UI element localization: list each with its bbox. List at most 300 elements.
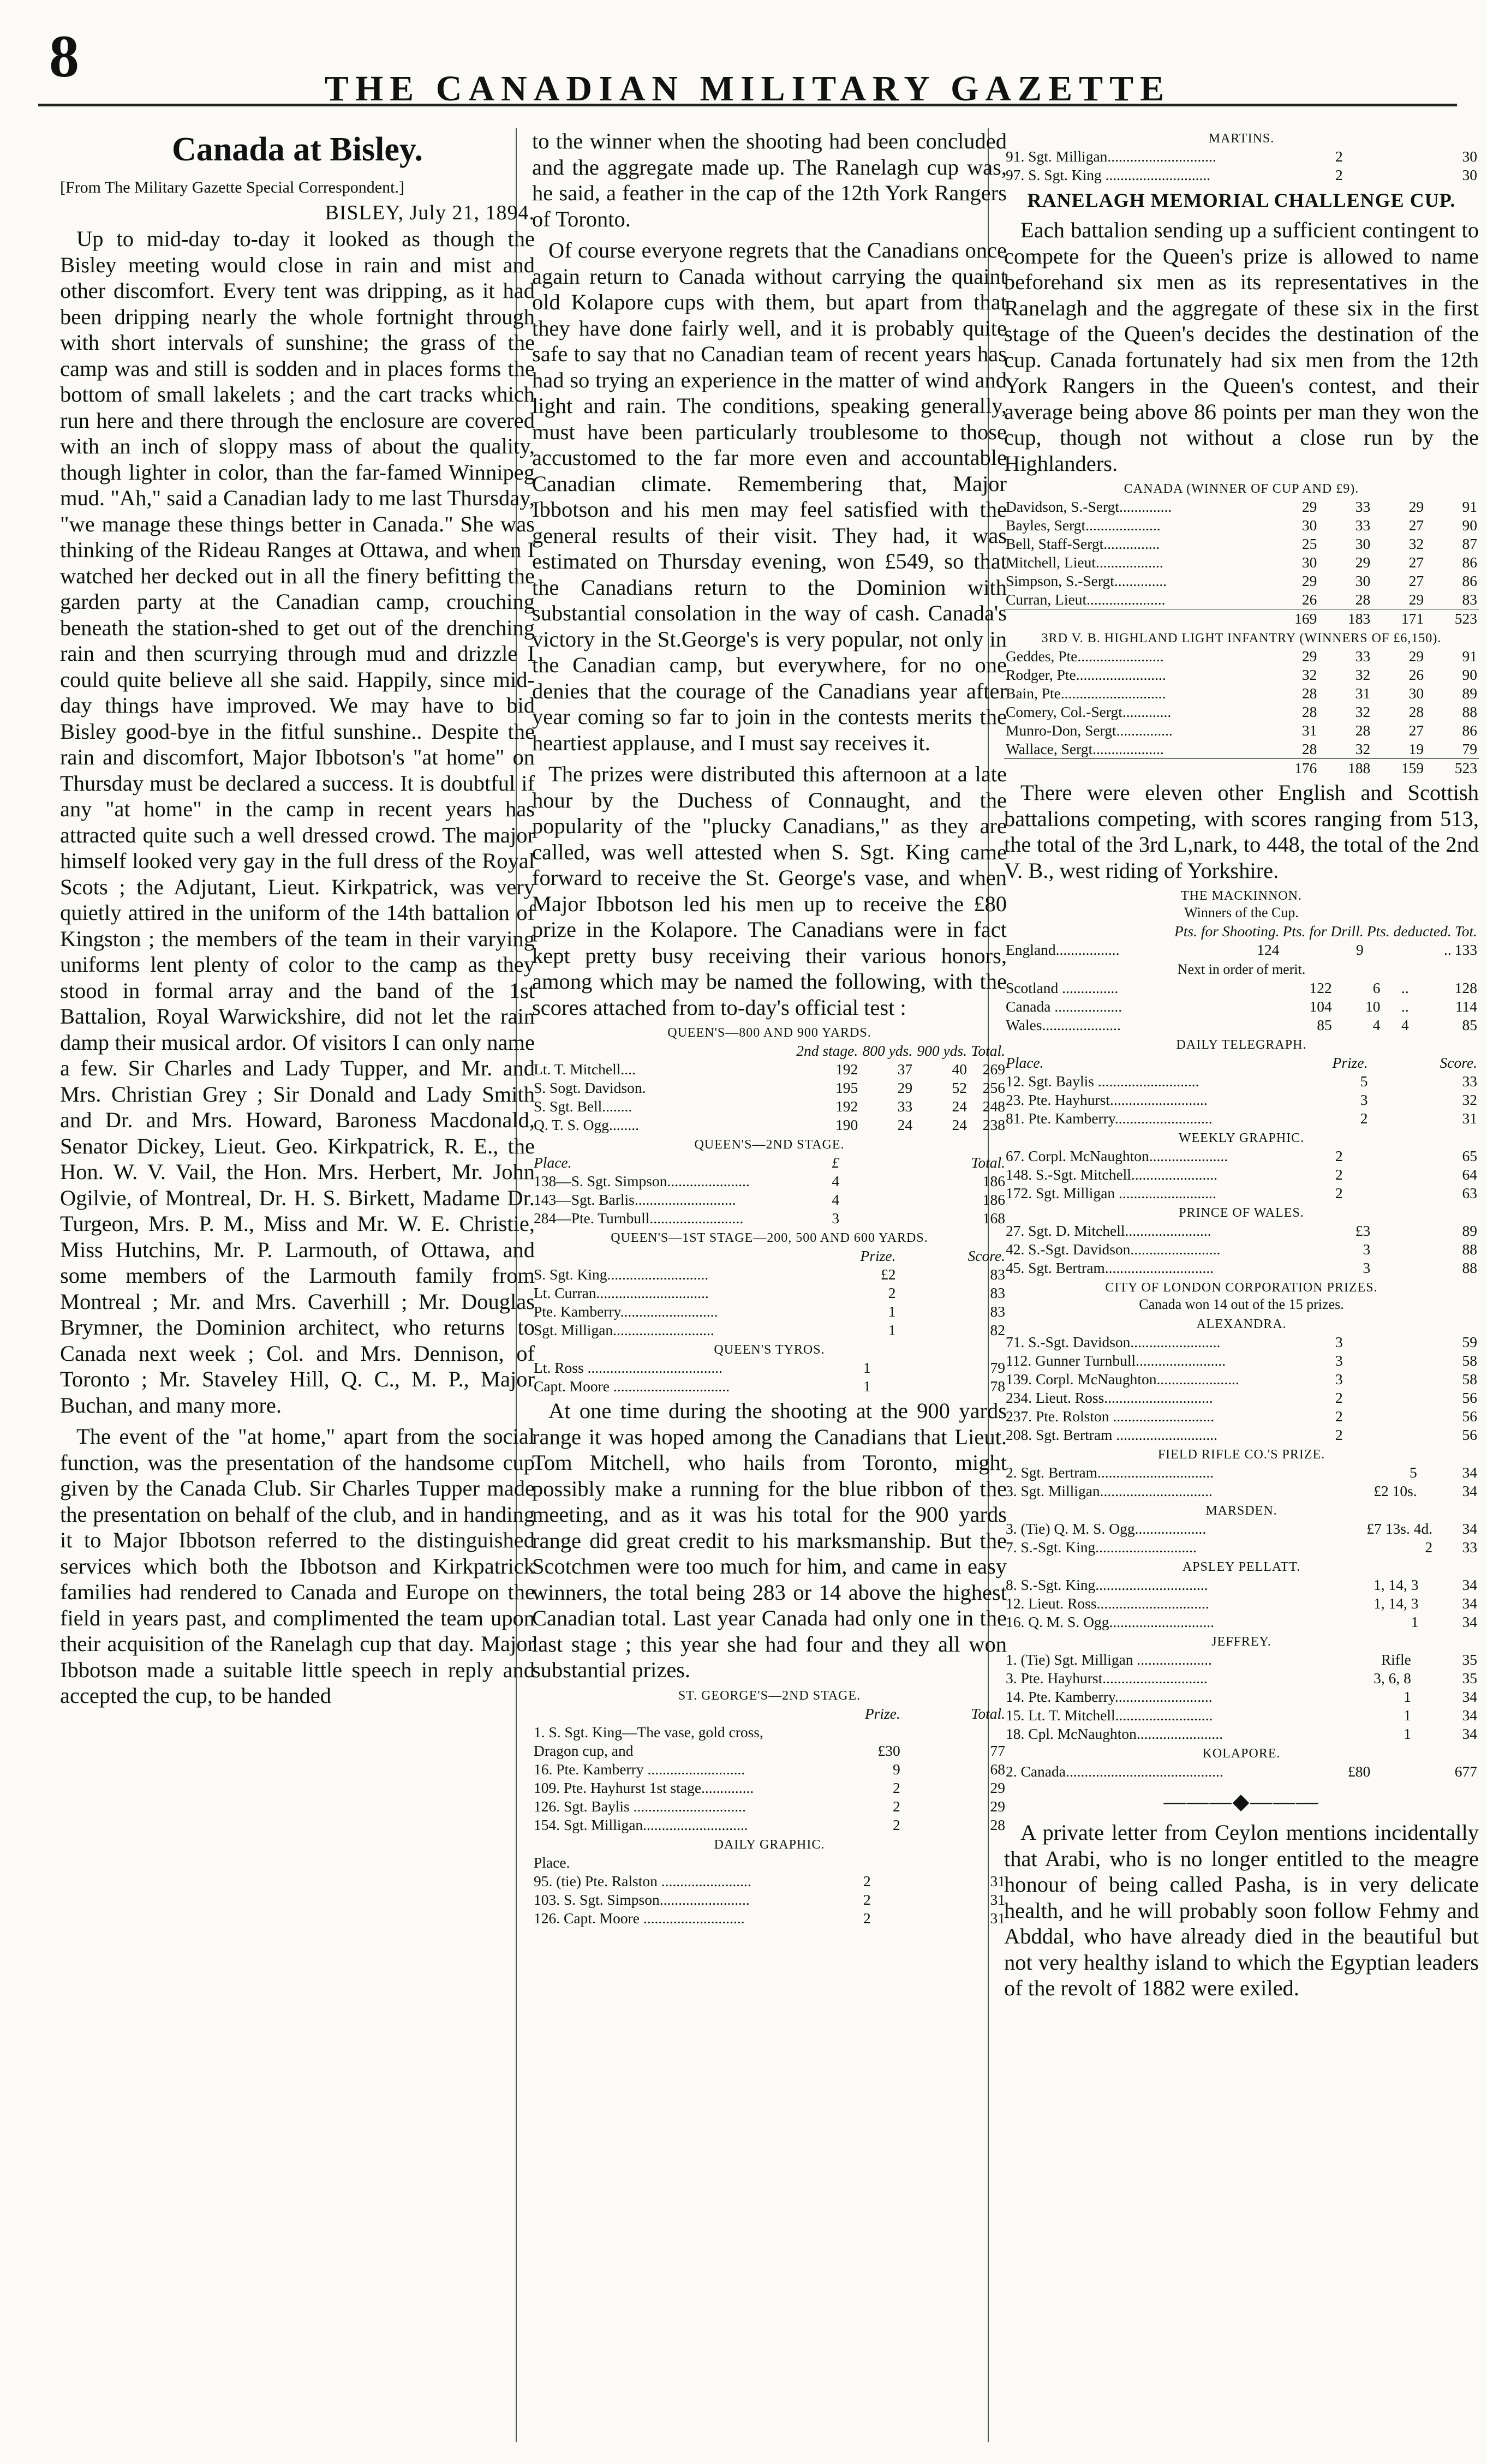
table-cell: 9 <box>1355 941 1364 958</box>
table-cell: 16. Q. M. S. Ogg............................ <box>1006 1613 1214 1630</box>
table-caption: 3RD V. B. HIGHLAND LIGHT INFANTRY (WINNERS OF £6,150). <box>1041 631 1442 645</box>
table-block <box>1004 1504 1479 1557</box>
score-table <box>532 1042 1007 1134</box>
paragraph: At one time during the shooting at the 900 yards range it was hoped among the Canadians that Lieut. Tom Mitchell, who hails from Toronto, might possibly make a running for the blue ribbon of the meeting, and as it was his total for the 900 yards range did great credit to his marksmanship. But the Scotchmen were too much for him, and came in easy winners, the total being 283 or 14 above the highest Canadian total. Last year Canada had only one in the last stage ; this year she had four and they all won substantial prizes. <box>532 1398 1007 1682</box>
table-cell: 2 <box>1335 1147 1343 1164</box>
table-row <box>1004 1650 1479 1669</box>
table-cell: 34 <box>1462 1520 1477 1537</box>
table-cell: Prize. <box>860 1247 896 1264</box>
table-cell: 27. Sgt. D. Mitchell....................... <box>1006 1222 1211 1239</box>
table-cell: 91. Sgt. Milligan............................. <box>1006 148 1216 165</box>
table-cell: 25 <box>1301 535 1317 552</box>
table-cell: 32 <box>1355 740 1371 757</box>
table-row <box>532 1816 1007 1834</box>
table-cell: 90 <box>1462 517 1477 534</box>
table-row <box>532 1779 1007 1797</box>
table-cell: 3, 6, 8 <box>1373 1670 1411 1686</box>
score-table <box>1004 647 1479 778</box>
table-cell: 30 <box>1408 685 1424 702</box>
table-cell <box>532 1247 793 1265</box>
table-cell: 188 <box>1318 759 1372 778</box>
table-block <box>1004 482 1479 628</box>
table-row <box>1004 941 1479 959</box>
table-cell: Lt. Ross .................................... <box>534 1359 723 1376</box>
table-cell: 28 <box>1301 703 1317 720</box>
table-cell: Score. <box>1440 1054 1477 1071</box>
table-row <box>1004 1762 1479 1781</box>
table-row <box>1004 1706 1479 1725</box>
table-caption: PRINCE OF WALES. <box>1179 1206 1304 1220</box>
table-cell: 208. Sgt. Bertram ........................... <box>1006 1426 1218 1443</box>
table-cell: 29 <box>1301 498 1317 515</box>
table-row <box>1004 1091 1479 1109</box>
table-cell <box>1004 609 1265 629</box>
table-cell: 133 <box>1454 941 1477 958</box>
table-cell: 256 <box>982 1079 1005 1096</box>
table-cell: 56 <box>1462 1426 1477 1443</box>
table-cell: 237. Pte. Rolston ........................... <box>1006 1408 1214 1425</box>
table-row <box>532 1079 1007 1097</box>
table-cell: 172. Sgt. Milligan .......................... <box>1006 1185 1216 1201</box>
table-cell: 2. Canada.......................................... <box>1006 1763 1223 1780</box>
table-cell: 33 <box>1462 1539 1477 1556</box>
table-row <box>1004 1520 1479 1538</box>
running-title: THE CANADIAN MILITARY GAZETTE <box>324 69 1171 109</box>
table-cell: 32 <box>1355 703 1371 720</box>
table-row <box>532 1097 1007 1116</box>
table-row <box>532 1284 1007 1302</box>
table-cell: 2 <box>1335 1185 1343 1201</box>
table-cell: 126. Capt. Moore ........................... <box>534 1909 745 1927</box>
table-cell: 1. (Tie) Sgt. Milligan .................... <box>1006 1651 1212 1668</box>
table-cell: Lt. Curran.............................. <box>534 1284 709 1301</box>
table-cell: 29 <box>1408 648 1424 665</box>
table-row <box>532 1042 1007 1060</box>
table-cell <box>793 1853 873 1872</box>
table-cell: 148. S.-Sgt. Mitchell....................... <box>1006 1166 1218 1183</box>
table-cell: 5 <box>1409 1464 1417 1481</box>
table-cell: 248 <box>982 1098 1005 1115</box>
table-block <box>1004 889 1479 1034</box>
table-cell: 1 <box>863 1359 871 1376</box>
table-cell: 3 <box>1363 1241 1371 1258</box>
paragraph: Each battalion sending up a sufficient contingent to compete for the Queen's prize is allowed to name beforehand six men as its representatives in the Ranelagh and the aggregate of these six in the first stage of the Queen's decides the destination of the cup. Canada fortunately had six men from the 12th York Rangers in the Queen's contest, and their average being above 86 points per man they won the cup, though not without a close run by the Highlanders. <box>1004 218 1479 476</box>
table-row <box>1004 721 1479 740</box>
paragraph: Up to mid-day to-day it looked as though the Bisley meeting would close in rain and mist and other discomfort. Every tent was dripping, as it had been dripping nearly the whole fortnight through with short intervals of sunshine; the grass of the camp was and still is sodden and in places forms the bottom of small lakelets ; and the cart tracks which run here and there through the enclosure are covered with an inch of sloppy mass of about the quality, though lighter in color, than the far-famed Winnipeg mud. "Ah," said a Canadian lady to me last Thursday, "we manage these things better in Canada." She was thinking of the Rideau Ranges at Ottawa, and when I watched her decked out in all the finery befitting the garden party at the Canadian camp, crouching beneath the station-shed to get out of the drenching rain and then scurrying through mud and drizzle I could quite believe all she said. Happily, since mid-day things have improved. We may have to bid Bisley good-bye in the fitful sunshine.. Despite the rain and discomfort, Major Ibbotson's "at home" on Thursday must be declared a success. It is doubtful if any "at home" in the camp in recent years has attracted quite such a well dressed crowd. The major himself looked very gay in the full dress of the Royal Scots ; the Adjutant, Lieut. Kirkpatrick, was very quietly attired in the uniform of the 14th battalion of Kingston ; the members of the team in their varying uniforms lent plenty of color to the camp as they stood in formal array and the band of the 1st Battalion, Royal Warwickshire, did not let the rain damp their musical ardor. Of visitors I can only name a few. Sir Charles and Lady Tupper, and Mr. and Mrs. Christian Grey ; Sir Donald and Lady Smith and Dr. and Mrs. Howard, Baroness Macdonald, Senator Dickey, Lieut. Geo. Kirkpatrick, R. E., the Hon. W. V. Vail, the Hon. Mrs. Herbert, Mr. John Ogilvie, of Montreal, Dr. H. S. Birkett, Madame Dr. Turgeon, Mrs. P. M., Miss and Mr. W. E. Christie, Miss Hutchins, Mr. P. Larmouth, of Ottawa, and some members of the Larmouth family from Montreal ; Mr. and Mrs. Caverhill ; Mr. Douglas Brymner, the Dominion architect, who returns to Canada next week ; Col. and Mrs. Dennison, of Toronto ; Mr. Staveley Hill, Q. C., M. P., Major Buchan, and many more. <box>60 226 535 1418</box>
table-cell <box>902 1723 1007 1742</box>
table-row <box>1004 1054 1479 1072</box>
table-row <box>1004 1240 1479 1259</box>
table-cell: 95. (tie) Pte. Ralston ........................ <box>534 1872 751 1889</box>
table-cell: 2 <box>1335 1166 1343 1183</box>
table-cell: 159 <box>1372 759 1425 778</box>
table-cell: 168 <box>982 1210 1005 1227</box>
table-cell: 28 <box>1355 722 1371 739</box>
table-cell: 37 <box>897 1061 913 1078</box>
table-cell: 29 <box>1301 572 1317 589</box>
article-title: Canada at Bisley. <box>172 131 423 168</box>
table-cell: 33 <box>1462 1073 1477 1090</box>
table-cell: 29 <box>990 1779 1005 1796</box>
table-row <box>532 1760 1007 1779</box>
table-cell: Place. <box>534 1853 570 1871</box>
table-cell: 1 <box>888 1321 896 1338</box>
table-cell: 109. Pte. Hayhurst 1st stage.............. <box>534 1779 754 1796</box>
table-row <box>532 1723 1007 1742</box>
table-cell: .. <box>1401 979 1409 996</box>
score-table <box>1004 1576 1479 1631</box>
table-cell: Pts. deducted. <box>1366 923 1452 940</box>
table-cell: 4 <box>832 1173 840 1189</box>
table-cell: 27 <box>1408 554 1424 571</box>
score-table <box>1004 1762 1479 1781</box>
table-row <box>532 1742 1007 1760</box>
table-cell: 523 <box>1425 759 1479 778</box>
table-cell: 81. Pte. Kamberry.......................... <box>1006 1110 1213 1127</box>
table-cell: 79 <box>1462 740 1477 757</box>
table-cell: 88 <box>1462 1241 1477 1258</box>
table-caption: APSLEY PELLATT. <box>1182 1560 1301 1574</box>
table-cell: Dragon cup, and <box>534 1742 634 1759</box>
table-caption: KOLAPORE. <box>1202 1747 1281 1761</box>
table-cell: 65 <box>1462 1147 1477 1164</box>
table-cell: 29 <box>990 1797 1005 1815</box>
table-cell: England................. <box>1006 941 1120 958</box>
table-cell: 1. S. Sgt. King—The vase, gold cross, <box>534 1723 763 1741</box>
table-cell: Bell, Staff-Sergt............... <box>1006 535 1160 552</box>
table-cell: 3 <box>1335 1333 1343 1350</box>
table-cell: 35 <box>1462 1670 1477 1686</box>
table-cell: 3. Sgt. Milligan.............................. <box>1006 1482 1213 1499</box>
table-cell: 900 yds. <box>917 1042 967 1059</box>
table-row <box>1004 1426 1479 1444</box>
table-row <box>1004 498 1479 516</box>
table-cell: 52 <box>952 1079 967 1096</box>
table-row <box>1004 1463 1479 1482</box>
table-cell: 31 <box>990 1872 1005 1889</box>
table-block <box>1004 1317 1479 1444</box>
table-cell: 31 <box>1462 1110 1477 1127</box>
table-cell: 12. Lieut. Ross.............................. <box>1006 1595 1209 1612</box>
table-cell: 195 <box>835 1079 858 1096</box>
table-cell: 42. S.-Sgt. Davidson........................ <box>1006 1241 1221 1258</box>
table-cell: 32 <box>1301 666 1317 683</box>
table-row <box>1004 166 1479 184</box>
table-block <box>1004 1560 1479 1631</box>
table-cell: 18. Cpl. McNaughton....................... <box>1006 1725 1223 1742</box>
table-cell <box>1004 759 1265 778</box>
table-cell: £7 13s. 4d. <box>1366 1520 1433 1537</box>
table-cell: 114 <box>1455 998 1477 1015</box>
table-cell: 3 <box>832 1210 840 1227</box>
table-block <box>532 1689 1007 1834</box>
table-row <box>1004 1333 1479 1351</box>
table-caption: THE MACKINNON. <box>1181 889 1302 903</box>
table-cell <box>1004 922 1173 941</box>
table-cell: 33 <box>1355 517 1371 534</box>
table-cell: 1, 14, 3 <box>1373 1595 1419 1612</box>
table-cell: 192 <box>835 1061 858 1078</box>
table-cell: 85 <box>1317 1016 1332 1033</box>
table-row <box>1004 1688 1479 1706</box>
table-cell: 24 <box>952 1116 967 1133</box>
table-cell: 176 <box>1265 759 1319 778</box>
table-row <box>1004 516 1479 535</box>
table-cell: Comery, Col.-Sergt............. <box>1006 703 1172 720</box>
table-row <box>532 1797 1007 1816</box>
table-cell: 122 <box>1309 979 1332 996</box>
table-cell: 4 <box>1372 1016 1381 1033</box>
table-cell: Davidson, S.-Sergt.............. <box>1006 498 1172 515</box>
table-row <box>532 1853 1007 1872</box>
table-cell: 77 <box>990 1742 1005 1759</box>
table-cell: Simpson, S.-Sergt.............. <box>1006 572 1167 589</box>
table-block <box>1004 131 1479 184</box>
table-row <box>532 1172 1007 1191</box>
table-cell: 35 <box>1462 1651 1477 1668</box>
table-row <box>1004 740 1479 759</box>
table-cell: 104 <box>1309 998 1332 1015</box>
table-cell: 32 <box>1355 666 1371 683</box>
table-row <box>1004 1576 1479 1594</box>
table-cell: 27 <box>1408 722 1424 739</box>
table-cell: 143—Sgt. Barlis........................... <box>534 1191 736 1208</box>
table-cell: 19 <box>1408 740 1424 757</box>
table-cell: Prize. <box>1332 1054 1368 1071</box>
table-cell: Total. <box>971 1154 1005 1171</box>
table-cell: 124 <box>1257 941 1280 958</box>
table-cell: 28 <box>1408 703 1424 720</box>
table-cell: 238 <box>982 1116 1005 1133</box>
table-row <box>1004 553 1479 572</box>
table-caption: ST. GEORGE'S—2ND STAGE. <box>678 1688 861 1703</box>
table-cell: 30 <box>1462 166 1477 183</box>
table-cell: Sgt. Milligan........................... <box>534 1321 714 1338</box>
table-cell: 7. S.-Sgt. King........................... <box>1006 1539 1197 1556</box>
table-cell: 5 <box>1360 1073 1368 1090</box>
table-cell: Lt. T. Mitchell.... <box>534 1061 636 1078</box>
table-row <box>532 1265 1007 1284</box>
table-cell: Place. <box>534 1154 572 1171</box>
table-cell: 139. Corpl. McNaughton...................... <box>1006 1371 1239 1388</box>
table-cell: 2 <box>893 1797 900 1815</box>
table-row <box>532 1705 1007 1723</box>
table-row <box>532 1377 1007 1396</box>
table-cell: 3 <box>1363 1259 1371 1276</box>
table-cell: 86 <box>1462 722 1477 739</box>
page-number: 8 <box>49 23 79 89</box>
table-cell: Rifle <box>1381 1651 1411 1668</box>
table-cell: 30 <box>1462 148 1477 165</box>
table-caption: DAILY GRAPHIC. <box>714 1837 825 1852</box>
table-block <box>532 1138 1007 1228</box>
table-cell: 34 <box>1462 1707 1477 1724</box>
table-caption: QUEEN'S—800 AND 900 YARDS. <box>667 1026 871 1040</box>
score-tables-a <box>532 1026 1007 1396</box>
table-note: Next in order of merit. <box>1177 961 1306 977</box>
table-block <box>532 1343 1007 1396</box>
table-row <box>1004 1613 1479 1631</box>
table-cell: 86 <box>1462 554 1477 571</box>
table-row <box>1004 647 1479 666</box>
table-row <box>1004 1016 1479 1034</box>
table-cell: Q. T. S. Ogg........ <box>534 1116 640 1133</box>
table-cell: 103. S. Sgt. Simpson........................ <box>534 1891 750 1908</box>
table-cell: 83 <box>990 1284 1005 1301</box>
table-row <box>1004 997 1479 1016</box>
table-cell: 31 <box>1301 722 1317 739</box>
table-caption: JEFFREY. <box>1211 1635 1271 1649</box>
table-cell: 677 <box>1454 1763 1477 1780</box>
column-2 <box>532 128 1007 2448</box>
table-cell: 33 <box>1355 648 1371 665</box>
table-cell: 34 <box>1462 1613 1477 1630</box>
table-cell: 112. Gunner Turnbull........................ <box>1006 1352 1226 1369</box>
table-cell: Pte. Kamberry.......................... <box>534 1303 718 1320</box>
table-cell: Scotland ............... <box>1006 979 1119 996</box>
article-source: [From The Military Gazette Special Correspondent.] <box>60 178 404 196</box>
table-note: Winners of the Cup. <box>1184 905 1299 920</box>
table-cell: 30 <box>1301 517 1317 534</box>
score-table <box>1004 147 1479 184</box>
table-cell: 2 <box>1335 148 1343 165</box>
table-row <box>1004 703 1479 721</box>
table-cell: 29 <box>1301 648 1317 665</box>
table-cell: 2 <box>863 1872 871 1889</box>
table-cell: 1 <box>863 1378 871 1395</box>
table-cell: 79 <box>990 1359 1005 1376</box>
table-cell: 28 <box>1355 591 1371 608</box>
table-cell: 24 <box>897 1116 913 1133</box>
paragraph: The prizes were distributed this afternoon at a late hour by the Duchess of Connaught, and the popularity of the "plucky Canadians," as they are called, was well attested when S. Sgt. King came forward to receive the St. George's vase, and when Major Ibbotson led his men up to receive the £80 prize in the Kolapore. The Canadians were in fact kept pretty busy receiving their various honors, among which may be named the following, with the scores attached from to-day's official test : <box>532 762 1007 1020</box>
table-cell: 45. Sgt. Bertram............................. <box>1006 1259 1214 1276</box>
score-table <box>1004 498 1479 628</box>
table-row <box>1004 535 1479 553</box>
table-cell: 269 <box>982 1061 1005 1078</box>
table-cell: S. Sgt. Bell........ <box>534 1098 632 1115</box>
table-cell: 15. Lt. T. Mitchell.......................... <box>1006 1707 1213 1724</box>
table-cell: 40 <box>952 1061 967 1078</box>
table-row <box>532 1116 1007 1134</box>
table-cell: 1 <box>1404 1688 1411 1705</box>
table-caption: QUEEN'S—1ST STAGE—200, 500 AND 600 YARDS. <box>611 1231 928 1245</box>
score-table <box>532 1359 1007 1396</box>
table-block <box>1004 1131 1479 1203</box>
table-cell: 29 <box>1408 591 1424 608</box>
table-cell: 126. Sgt. Baylis .............................. <box>534 1797 746 1815</box>
table-cell: 83 <box>990 1266 1005 1283</box>
score-table <box>1004 1147 1479 1203</box>
table-cell: Canada .................. <box>1006 998 1122 1015</box>
table-cell: 4 <box>1401 1016 1409 1033</box>
table-caption: WEEKLY GRAPHIC. <box>1178 1131 1305 1145</box>
table-cell: 284—Pte. Turnbull......................... <box>534 1210 744 1227</box>
table-cell: 2nd stage. <box>796 1042 858 1059</box>
table-block <box>1004 1747 1479 1781</box>
table-row <box>532 1060 1007 1079</box>
table-cell: 58 <box>1462 1352 1477 1369</box>
score-table <box>532 1705 1007 1834</box>
table-cell: 88 <box>1462 1259 1477 1276</box>
table-row <box>532 1359 1007 1377</box>
table-cell: 2 <box>1335 1389 1343 1406</box>
table-row <box>532 1909 1007 1928</box>
table-cell: 27 <box>1408 572 1424 589</box>
table-cell: 34 <box>1462 1576 1477 1593</box>
table-cell: Mitchell, Lieut.................. <box>1006 554 1163 571</box>
table-cell: 83 <box>990 1303 1005 1320</box>
table-cell: 1 <box>1404 1707 1411 1724</box>
table-cell: 523 <box>1425 609 1479 629</box>
table-cell: £ <box>832 1154 840 1171</box>
table-cell: 71. S.-Sgt. Davidson........................ <box>1006 1333 1221 1350</box>
table-row <box>1004 1407 1479 1426</box>
table-block <box>1004 1281 1479 1314</box>
score-table <box>1004 1650 1479 1743</box>
table-caption: DAILY TELEGRAPH. <box>1176 1038 1307 1052</box>
table-cell: £2 <box>880 1266 896 1283</box>
table-caption: FIELD RIFLE CO.'S PRIZE. <box>1157 1448 1325 1462</box>
table-cell: Total. <box>971 1042 1005 1059</box>
table-cell <box>532 1705 793 1723</box>
table-cell: 3. Pte. Hayhurst............................ <box>1006 1670 1208 1686</box>
table-cell: Bayles, Sergt.................... <box>1006 517 1161 534</box>
table-cell: 2 <box>863 1909 871 1927</box>
page-header <box>38 11 1457 109</box>
table-row <box>1004 1165 1479 1184</box>
table-row <box>532 1209 1007 1228</box>
table-row <box>1004 1725 1479 1743</box>
table-cell: 2 <box>893 1816 900 1833</box>
table-cell: £30 <box>877 1742 900 1759</box>
table-row <box>1004 1351 1479 1370</box>
table-block <box>532 1026 1007 1134</box>
table-cell: 30 <box>1355 535 1371 552</box>
table-cell: Score. <box>968 1247 1005 1264</box>
table-cell: 83 <box>1462 591 1477 608</box>
ornament-divider: ———◆——— <box>1163 1789 1319 1814</box>
table-cell: 30 <box>1355 572 1371 589</box>
table-cell: Wales..................... <box>1006 1016 1121 1033</box>
table-cell: 2 <box>1335 166 1343 183</box>
table-cell: Rodger, Pte........................ <box>1006 666 1166 683</box>
table-cell: 190 <box>835 1116 858 1133</box>
table-cell: 23. Pte. Hayhurst.......................... <box>1006 1091 1208 1108</box>
table-row <box>532 1891 1007 1909</box>
table-cell: 2 <box>1335 1408 1343 1425</box>
score-tables-b <box>532 1689 1007 1928</box>
table-cell: 68 <box>990 1760 1005 1778</box>
table-row <box>1004 590 1479 609</box>
table-cell: 24 <box>952 1098 967 1115</box>
table-cell: 14. Pte. Kamberry.......................... <box>1006 1688 1213 1705</box>
table-caption: ALEXANDRA. <box>1196 1317 1287 1331</box>
table-cell: 154. Sgt. Milligan............................ <box>534 1816 748 1833</box>
table-cell: 2. Sgt. Bertram............................... <box>1006 1464 1214 1481</box>
table-cell: 88 <box>1462 703 1477 720</box>
table-row <box>1004 1259 1479 1277</box>
table-cell: 56 <box>1462 1389 1477 1406</box>
table-caption: QUEEN'S—2ND STAGE. <box>694 1138 845 1152</box>
table-cell: Total. <box>971 1705 1005 1722</box>
table-cell: 2 <box>888 1284 896 1301</box>
table-cell: 1 <box>1411 1613 1419 1630</box>
table-cell: 3 <box>1360 1091 1368 1108</box>
table-caption: QUEEN'S TYROS. <box>714 1343 825 1357</box>
table-row <box>1004 1669 1479 1688</box>
table-cell: 97. S. Sgt. King ............................ <box>1006 166 1211 183</box>
table-cell: 32 <box>1408 535 1424 552</box>
